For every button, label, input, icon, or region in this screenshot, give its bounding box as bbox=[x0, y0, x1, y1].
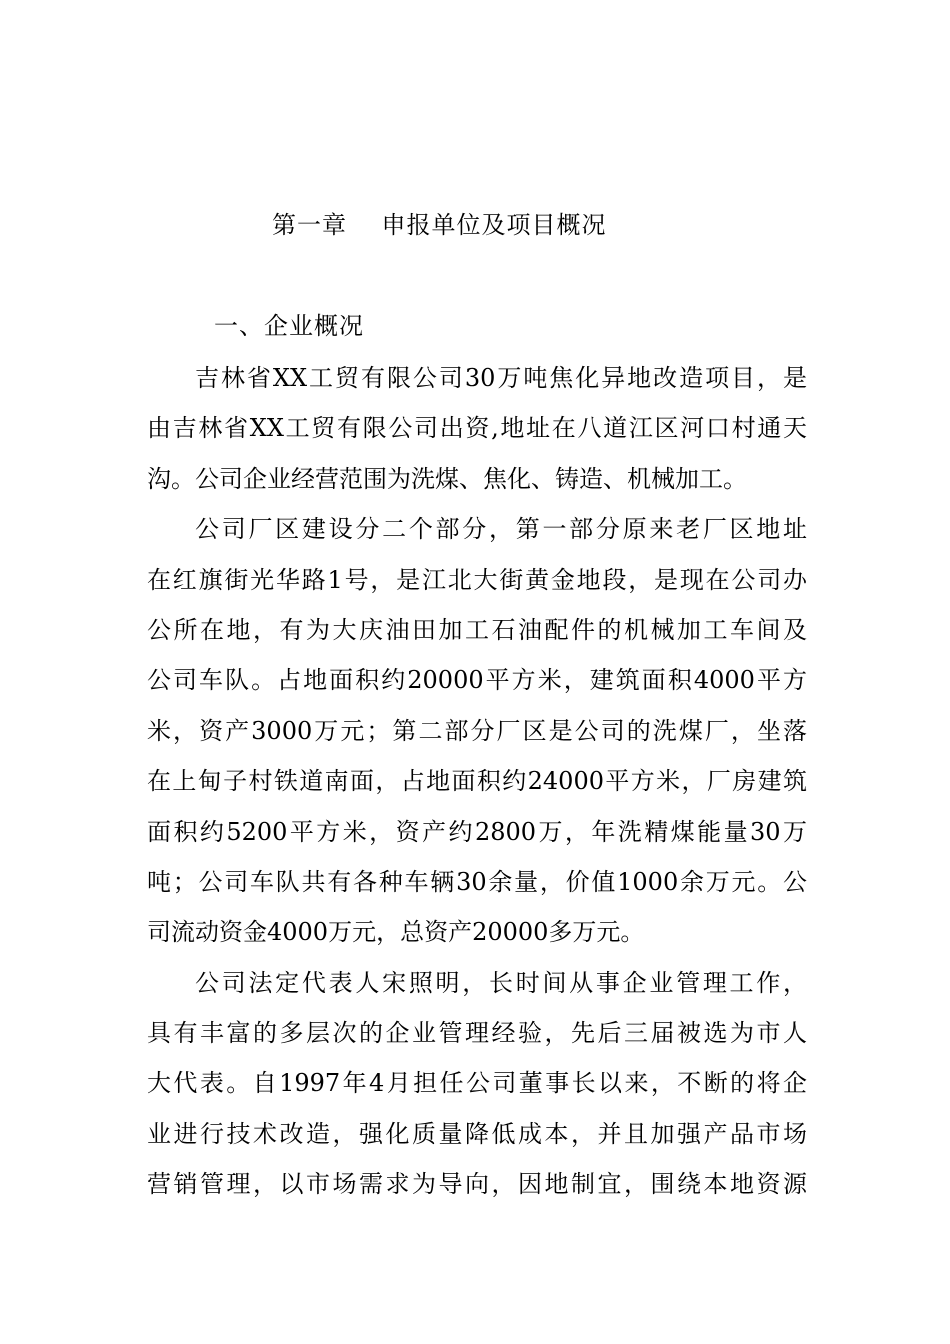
text-line: 在上甸子村铁道南面，占地面积约24000平方米，厂房建筑 bbox=[147, 767, 807, 796]
text-line: 公司车队。占地面积约20000平方米，建筑面积4000平方 bbox=[147, 666, 807, 695]
text-line: 大代表。自1997年4月担任公司董事长以来，不断的将企 bbox=[147, 1069, 807, 1098]
text-line: 由吉林省XX工贸有限公司出资,地址在八道江区河口村通天 bbox=[147, 414, 807, 443]
text-line: 公司厂区建设分二个部分，第一部分原来老厂区地址 bbox=[195, 515, 807, 544]
chapter-title: 第一章 申报单位及项目概况 bbox=[272, 211, 607, 239]
text-line: 业进行技术改造，强化质量降低成本，并且加强产品市场 bbox=[147, 1119, 807, 1148]
text-line: 面积约5200平方米，资产约2800万，年洗精煤能量30万 bbox=[147, 817, 807, 846]
paragraph-legal-representative bbox=[147, 958, 807, 1210]
text-line: 具有丰富的多层次的企业管理经验，先后三届被选为市人 bbox=[147, 1019, 807, 1048]
paragraph-company-overview bbox=[147, 353, 807, 504]
text-line: 吨；公司车队共有各种车辆30余量，价值1000余万元。公 bbox=[147, 867, 807, 896]
text-line: 米，资产3000万元；第二部分厂区是公司的洗煤厂，坐落 bbox=[147, 716, 807, 745]
text-line: 营销管理，以市场需求为导向，因地制宜，围绕本地资源 bbox=[147, 1170, 807, 1199]
paragraph-factory-sites bbox=[147, 504, 807, 958]
text-line: 公司法定代表人宋照明，长时间从事企业管理工作， bbox=[195, 968, 807, 997]
text-line: 在红旗街光华路1号，是江北大街黄金地段，是现在公司办 bbox=[147, 565, 807, 594]
section-heading: 一、企业概况 bbox=[214, 312, 364, 340]
body-text bbox=[147, 353, 807, 1210]
text-line: 司流动资金4000万元，总资产20000多万元。 bbox=[147, 918, 645, 947]
text-line: 吉林省XX工贸有限公司30万吨焦化异地改造项目，是 bbox=[195, 364, 807, 392]
text-line: 沟。公司企业经营范围为洗煤、焦化、铸造、机械加工。 bbox=[147, 464, 747, 493]
text-line: 公所在地，有为大庆油田加工石油配件的机械加工车间及 bbox=[147, 615, 807, 644]
